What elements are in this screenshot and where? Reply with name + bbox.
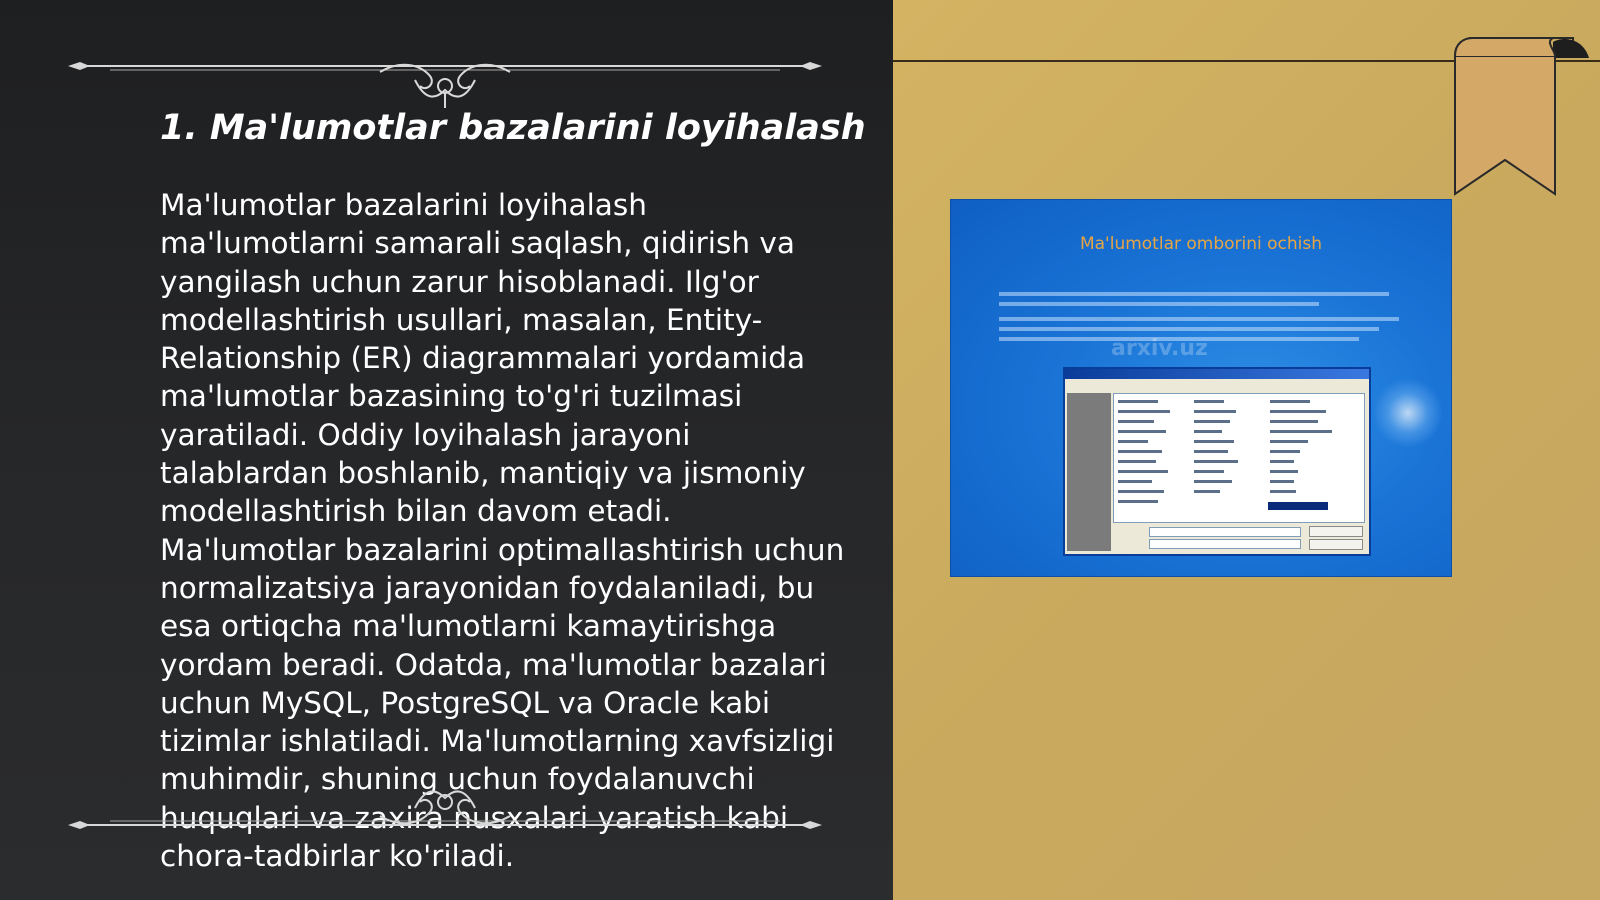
file-item [1118, 430, 1166, 433]
file-item [1194, 440, 1234, 443]
dialog-file-list [1113, 393, 1365, 523]
file-item [1270, 470, 1298, 473]
file-item [1194, 490, 1220, 493]
file-item [1118, 450, 1162, 453]
file-item [1194, 470, 1224, 473]
thumbnail-text-line [999, 317, 1399, 321]
file-item [1270, 430, 1332, 433]
file-item [1270, 440, 1308, 443]
dialog-titlebar [1065, 369, 1369, 379]
file-item [1118, 420, 1154, 423]
file-item [1118, 400, 1158, 403]
ornament-divider-bottom-icon [60, 780, 830, 840]
file-item [1270, 480, 1294, 483]
dialog-filename-field [1149, 527, 1301, 537]
file-item [1118, 460, 1156, 463]
file-item [1194, 400, 1224, 403]
thumbnail-text-line [999, 302, 1319, 306]
dialog-places-bar [1067, 393, 1111, 551]
dialog-cancel-button [1309, 539, 1363, 550]
file-item [1194, 410, 1236, 413]
file-item [1194, 430, 1222, 433]
file-item [1270, 460, 1294, 463]
dialog-filetype-field [1149, 539, 1301, 549]
ornament-divider-top-icon [60, 50, 830, 110]
file-item [1270, 410, 1326, 413]
slide-title: 1. Ma'lumotlar bazalarini loyihalash [160, 108, 866, 148]
slide-screenshot-image [950, 199, 1452, 577]
file-item [1194, 420, 1230, 423]
file-item [1270, 490, 1296, 493]
slide-body-text: Ma'lumotlar bazalarini loyihalash ma'lumotlarni samarali saqlash, qidirish va yangilash uchun zarur hisoblanadi. Ilg'or modellashtirish usullari, masalan, Entity-Relationship (ER) diagrammalari yordamida ma'lumotlar bazasining to'g'ri tuzilmasi yaratiladi. Oddiy loyihalash jarayoni talablardan boshlanib, mantiqiy va jismoniy modellashtirish bilan davom etadi. Ma'lumotlar bazalarini optimallashtirish uchun normalizatsiya jarayonidan foydalaniladi, bu esa ortiqcha ma'lumotlarni kamaytirishga yordam beradi. Odatda, ma'lumotlar bazalari uchun MySQL, PostgreSQL va Oracle kabi tizimlar ishlatiladi. Ma'lumotlarning xavfsizligi muhimdir, shuning uchun foydalanuvchi huquqlari va zaxira nusxalari yaratish kabi chora-tadbirlar ko'riladi. [160, 188, 845, 874]
file-item [1194, 480, 1232, 483]
thumbnail-title: Ma'lumotlar omborini ochish [1079, 234, 1323, 254]
bookmark-ribbon-icon [1433, 36, 1593, 206]
file-item [1194, 460, 1238, 463]
dialog-open-button [1309, 526, 1363, 537]
thumbnail-text-line [999, 327, 1379, 331]
file-item [1270, 400, 1310, 403]
file-item [1118, 500, 1158, 503]
file-item [1118, 470, 1168, 473]
windows-orb-icon [1373, 378, 1443, 448]
file-item [1270, 450, 1300, 453]
open-file-dialog [1063, 367, 1371, 556]
file-item [1270, 420, 1318, 423]
file-item [1118, 440, 1148, 443]
file-item [1194, 450, 1228, 453]
file-item [1118, 480, 1152, 483]
file-item-selected [1268, 502, 1328, 510]
watermark-text: arxiv.uz [1111, 336, 1208, 361]
file-item [1118, 490, 1164, 493]
thumbnail-text-line [999, 292, 1389, 296]
file-item [1118, 410, 1170, 413]
right-image-panel [893, 0, 1600, 900]
